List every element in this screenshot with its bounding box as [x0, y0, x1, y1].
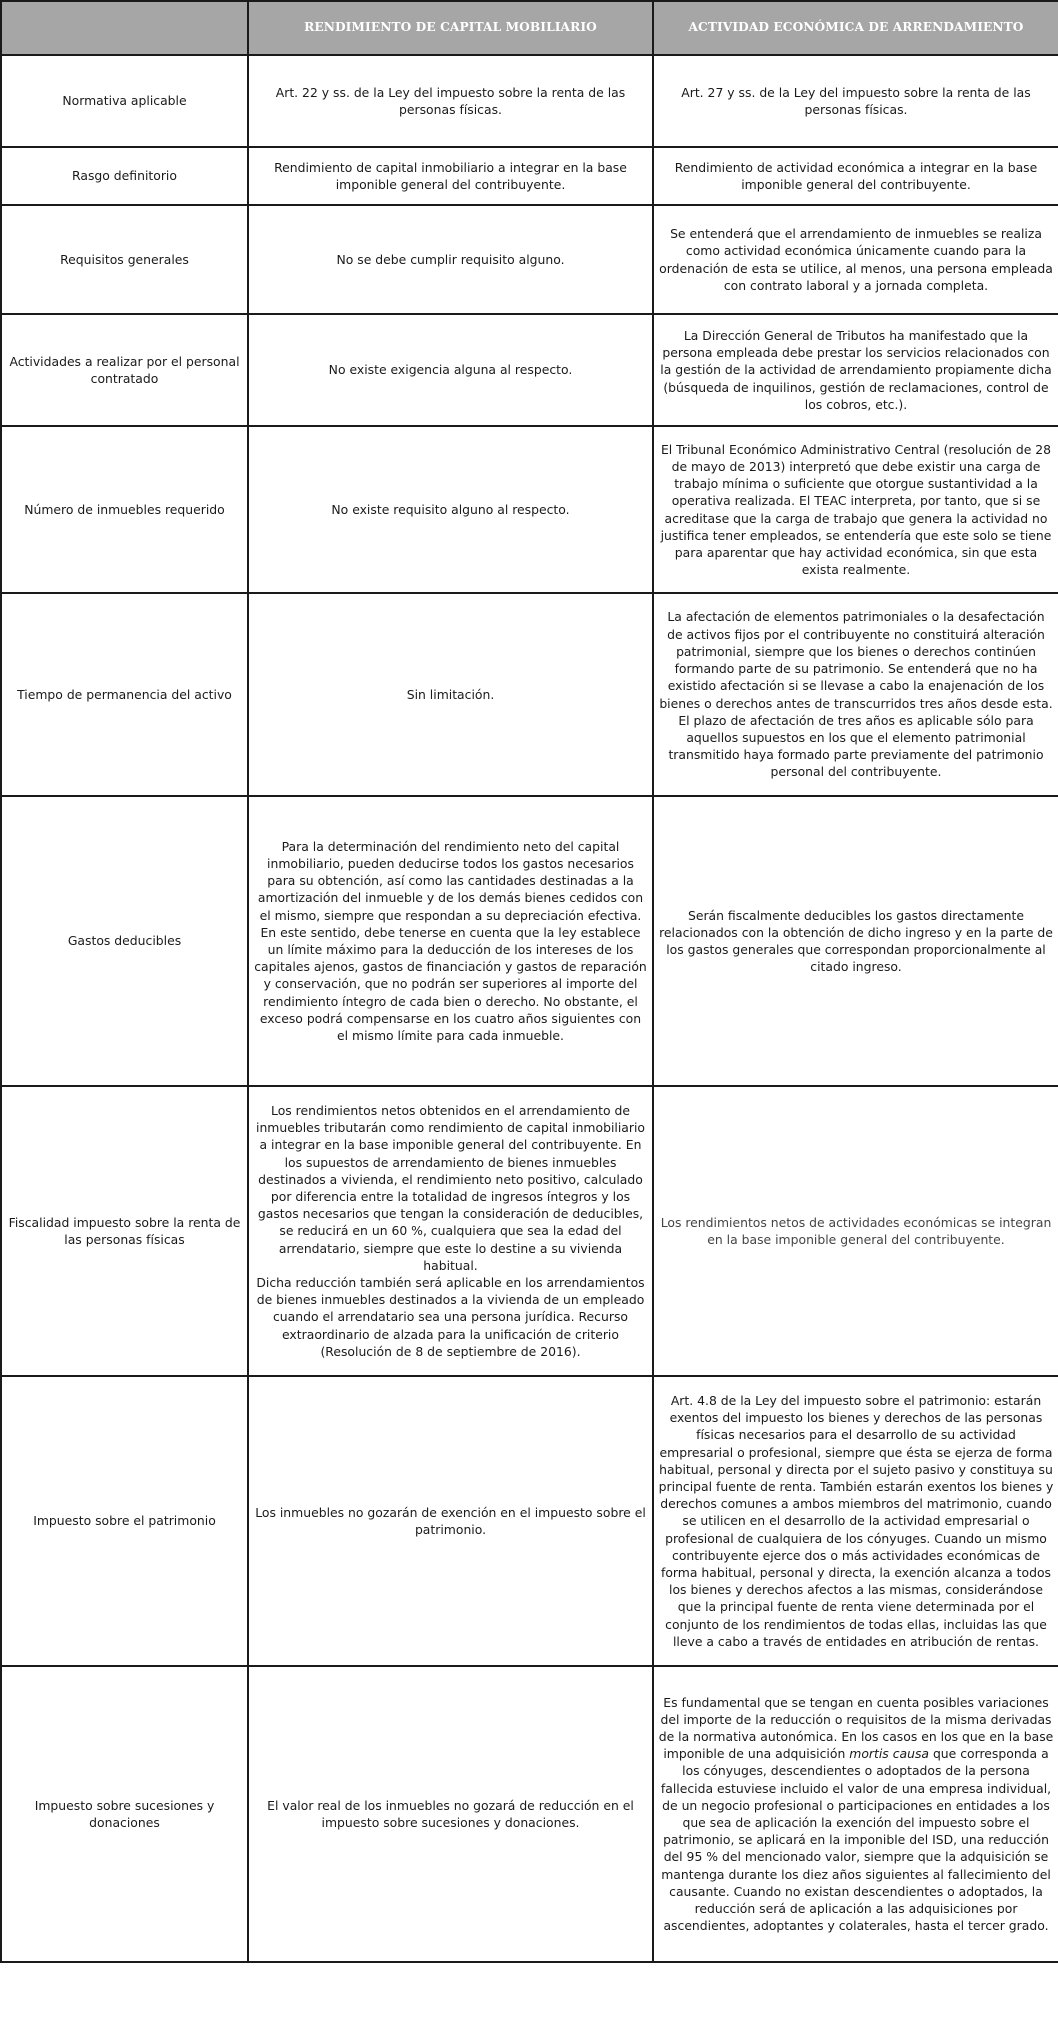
cell-actividad-gastos: Serán fiscalmente deducibles los gastos directamente relacionados con la obtención de dicho ingreso y en la parte de los gastos generales que correspondan proporcionalmente al citado ingreso. — [653, 796, 1058, 1086]
table-row — [1, 1666, 1058, 1962]
header-capital-mobiliario: RENDIMIENTO DE CAPITAL MOBILIARIO — [248, 1, 653, 55]
table-row — [1, 796, 1058, 1086]
header-row — [1, 1, 1058, 55]
cell-actividad-requisitos: Se entenderá que el arrendamiento de inmuebles se realiza como actividad económica únicamente cuando para la ordenación de esta se utilice, al menos, una persona empleada con contrato laboral y a jornada completa. — [653, 205, 1058, 314]
row-label-requisitos: Requisitos generales — [1, 205, 248, 314]
cell-capital-irpf-paragraph-1: Los rendimientos netos obtenidos en el arrendamiento de inmuebles tributarán como rendimiento de capital inmobiliario a integrar en la base imponible general del contribuyente. En los supuestos de arrendamiento de bienes inmuebles destinados a vivienda, el rendimiento neto positivo, calculado por diferencia entre la totalidad de ingresos íntegros y los gastos necesarios que tengan la consideración de deducibles, se reducirá en un 60 %, cualquiera que sea la edad del arrendatario, siempre que este lo destine a su vivienda habitual. — [256, 1102, 645, 1273]
cell-actividad-permanencia: La afectación de elementos patrimoniales o la desafectación de activos fijos por el contribuyente no constituirá alteración patrimonial, siempre que los bienes o derechos continúen formando parte de su patrimonio. Se entenderá que no ha existido afectación si se llevase a cabo la enajenación de los bienes o derechos antes de transcurridos tres años desde esta. El plazo de afectación de tres años es aplicable sólo para aquellos supuestos en los que el elemento patrimonial transmitido haya formado parte previamente del patrimonio personal del contribuyente. — [653, 593, 1058, 796]
cell-actividad-patrimonio: Art. 4.8 de la Ley del impuesto sobre el patrimonio: estarán exentos del impuesto los bienes y derechos de las personas físicas necesarios para el desarrollo de su actividad empresarial o profesional, siempre que ésta se ejerza de forma habitual, personal y directa por el sujeto pasivo y constituya su principal fuente de renta. También estarán exentos los bienes y derechos comunes a ambos miembros del matrimonio, cuando se utilicen en el desarrollo de la actividad empresarial o profesional de cualquiera de los cónyuges. Cuando un mismo contribuyente ejerce dos o más actividades económicas de forma habitual, personal y directa, la exención alcanza a todos los bienes y derechos afectos a las mismas, considerándose que la principal fuente de renta viene determinada por el conjunto de los rendimientos de todas ellas, incluidas las que lleve a cabo a través de entidades en atribución de rentas. — [653, 1376, 1058, 1666]
cell-capital-irpf-paragraph-2: Dicha reducción también será aplicable en los arrendamientos de bienes inmuebles destinados a la vivienda de un empleado cuando el arrendatario sea una persona jurídica. Recurso extraordinario de alzada para la unificación de criterio (Resolución de 8 de septiembre de 2016). — [256, 1275, 645, 1359]
cell-capital-inmuebles: No existe requisito alguno al respecto. — [248, 426, 653, 593]
cell-capital-rasgo: Rendimiento de capital inmobiliario a integrar en la base imponible general del contribuyente. — [248, 147, 653, 205]
row-label-gastos: Gastos deducibles — [1, 796, 248, 1086]
cell-capital-normativa: Art. 22 y ss. de la Ley del impuesto sobre la renta de las personas físicas. — [248, 55, 653, 147]
table-row — [1, 1376, 1058, 1666]
row-label-irpf: Fiscalidad impuesto sobre la renta de las personas físicas — [1, 1086, 248, 1376]
cell-capital-patrimonio: Los inmuebles no gozarán de exención en el impuesto sobre el patrimonio. — [248, 1376, 653, 1666]
cell-actividad-actividades: La Dirección General de Tributos ha manifestado que la persona empleada debe prestar los servicios relacionados con la gestión de la actividad de arrendamiento propiamente dicha (búsqueda de inquilinos, gestión de reclamaciones, control de los cobros, etc.). — [653, 314, 1058, 426]
cell-actividad-rasgo: Rendimiento de actividad económica a integrar en la base imponible general del contribuyente. — [653, 147, 1058, 205]
cell-actividad-sucesiones — [653, 1666, 1058, 1962]
row-label-patrimonio: Impuesto sobre el patrimonio — [1, 1376, 248, 1666]
cell-actividad-normativa: Art. 27 y ss. de la Ley del impuesto sobre la renta de las personas físicas. — [653, 55, 1058, 147]
table-row — [1, 147, 1058, 205]
row-label-normativa: Normativa aplicable — [1, 55, 248, 147]
row-label-rasgo: Rasgo definitorio — [1, 147, 248, 205]
cell-capital-requisitos: No se debe cumplir requisito alguno. — [248, 205, 653, 314]
table-row — [1, 1086, 1058, 1376]
cell-actividad-irpf: Los rendimientos netos de actividades económicas se integran en la base imponible general del contribuyente. — [653, 1086, 1058, 1376]
cell-actividad-sucesiones-mortis-causa: mortis causa — [849, 1746, 929, 1762]
header-actividad-economica: ACTIVIDAD ECONÓMICA DE ARRENDAMIENTO — [653, 1, 1058, 55]
cell-capital-actividades: No existe exigencia alguna al respecto. — [248, 314, 653, 426]
cell-actividad-inmuebles: El Tribunal Económico Administrativo Central (resolución de 28 de mayo de 2013) interpretó que debe existir una carga de trabajo mínima o suficiente que otorgue sustantividad a la operativa realizada. El TEAC interpreta, por tanto, que si se acreditase que la carga de trabajo que genera la actividad no justifica tener empleados, se entendería que este solo se tiene para aparentar que hay actividad económica, sin que esta exista realmente. — [653, 426, 1058, 593]
row-label-sucesiones: Impuesto sobre sucesiones y donaciones — [1, 1666, 248, 1962]
table-row — [1, 593, 1058, 796]
table-row — [1, 55, 1058, 147]
header-corner-cell — [1, 1, 248, 55]
cell-capital-irpf — [248, 1086, 653, 1376]
row-label-actividades: Actividades a realizar por el personal contratado — [1, 314, 248, 426]
cell-actividad-sucesiones-text-b: que corresponda a los cónyuges, descendientes o adoptados de la persona fallecida estuviese incluido el valor de una empresa individual, de un negocio profesional o participaciones en entidades a los que sea de aplicación la exención del impuesto sobre el patrimonio, se aplicará en la imponible del ISD, una reducción del 95 % del mencionado valor, siempre que la adquisición se mantenga durante los diez años siguientes al fallecimiento del causante. Cuando no existan descendientes o adoptados, la reducción será de aplicación a las adquisiciones por ascendientes, adoptantes y colaterales, hasta el tercer grado. — [660, 1746, 1052, 1934]
table-row — [1, 314, 1058, 426]
table-row — [1, 205, 1058, 314]
cell-capital-sucesiones: El valor real de los inmuebles no gozará de reducción en el impuesto sobre sucesiones y donaciones. — [248, 1666, 653, 1962]
table-row — [1, 426, 1058, 593]
cell-actividad-sucesiones-text-a: Es fundamental que se tengan en cuenta posibles variaciones del importe de la reducción o requisitos de la misma derivadas de la normativa autonómica. En los casos en los que en la base imponible de una adquisición — [658, 1694, 1054, 1762]
cell-capital-gastos: Para la determinación del rendimiento neto del capital inmobiliario, pueden deducirse todos los gastos necesarios para su obtención, así como las cantidades destinadas a la amortización del inmueble y de los demás bienes cedidos con el mismo, siempre que respondan a su depreciación efectiva. En este sentido, debe tenerse en cuenta que la ley establece un límite máximo para la deducción de los intereses de los capitales ajenos, gastos de financiación y gastos de reparación y conservación, que no podrán ser superiores al importe del rendimiento íntegro de cada bien o derecho. No obstante, el exceso podrá compensarse en los cuatro años siguientes con el mismo límite para cada inmueble. — [248, 796, 653, 1086]
row-label-permanencia: Tiempo de permanencia del activo — [1, 593, 248, 796]
row-label-inmuebles: Número de inmuebles requerido — [1, 426, 248, 593]
cell-capital-permanencia: Sin limitación. — [248, 593, 653, 796]
